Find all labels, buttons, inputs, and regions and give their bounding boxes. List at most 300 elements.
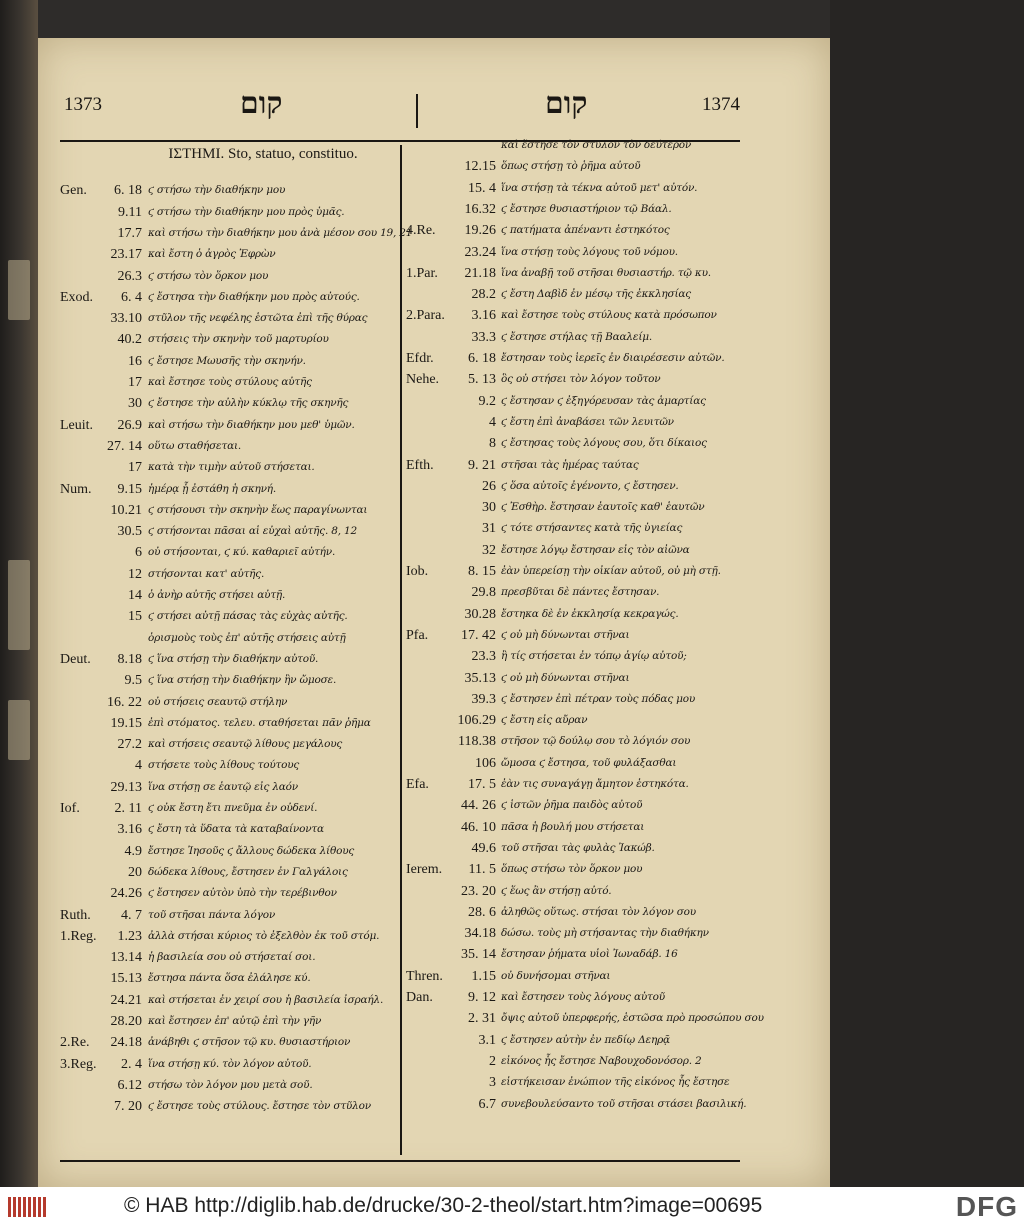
chapter-verse: 16. 22: [107, 694, 142, 710]
concordance-entry: [406, 924, 740, 943]
greek-quotation: καὶ ἔστησε τὸν στῦλον τὸν δεύτερον: [501, 139, 692, 151]
chapter-verse: 39.3: [471, 691, 496, 707]
concordance-entry: [406, 1052, 740, 1071]
concordance-entry: [406, 690, 740, 709]
concordance-entry: [406, 732, 740, 751]
concordance-entry: [406, 775, 740, 794]
greek-quotation: ϛ πατήματα ἀπέναντι ἑστηκότος: [501, 224, 670, 237]
concordance-entry: [406, 583, 740, 602]
header-divider: [416, 94, 418, 128]
chapter-verse: 6.7: [478, 1096, 496, 1112]
greek-quotation: ἡ βασιλεία σου οὐ στήσεταί σοι.: [148, 951, 316, 964]
concordance-entry: [406, 456, 740, 475]
concordance-entry: [60, 927, 400, 946]
chapter-verse: 9.5: [124, 673, 142, 689]
greek-quotation: ἔστησε λόγῳ ἔστησαν εἰς τὸν αἰῶνα: [501, 543, 690, 556]
chapter-verse: 26: [482, 478, 496, 494]
book-name: Exod.: [60, 289, 94, 305]
greek-quotation: στῆσον τῷ δούλῳ σου τὸ λόγιόν σου: [501, 735, 691, 748]
greek-quotation: καὶ στήσω τὴν διαθήκην μου ἀνὰ μέσον σου 19, 21: [148, 226, 413, 239]
concordance-entry: [60, 458, 400, 477]
chapter-verse: 17. 42: [461, 627, 496, 643]
concordance-entry: [406, 839, 740, 858]
concordance-entry: [406, 988, 740, 1007]
adjacent-page-strip: [8, 560, 30, 650]
greek-quotation: ϛ στήσω τὴν διαθήκην μου: [148, 184, 286, 197]
concordance-entry: [60, 735, 400, 754]
chapter-verse: 17.7: [117, 225, 142, 241]
greek-quotation: εἱστήκεισαν ἐνώπιον τῆς εἰκόνος ἧς ἔστησε: [501, 1076, 730, 1089]
chapter-verse: 9. 21: [468, 457, 496, 473]
book-name: 2.Re.: [60, 1035, 90, 1051]
chapter-verse: 24.18: [110, 1035, 142, 1051]
greek-quotation: ϛ ἔστη εἰς αὔραν: [501, 714, 588, 727]
bottom-rule: [60, 1160, 740, 1162]
greek-quotation: ϛ ὅσα αὐτοῖς ἐγένοντο, ϛ ἔστησεν.: [501, 479, 679, 492]
greek-quotation: ϛ ἱστῶν ῥῆμα παιδὸς αὐτοῦ: [501, 799, 643, 812]
concordance-entry: [406, 200, 740, 219]
greek-quotation: ϛ ἕως ἂν στήσῃ αὐτό.: [501, 884, 612, 897]
chapter-verse: 23.24: [464, 244, 496, 260]
concordance-entry: [60, 181, 400, 200]
greek-quotation: ϛ τότε στήσαντες κατὰ τῆς ὑγιείας: [501, 522, 683, 535]
greek-quotation: ἔστησαν ῥήματα υἱοὶ Ἰωναδάβ. 16: [501, 948, 678, 961]
greek-quotation: ὅπως στήσω τὸν ὅρκον μου: [501, 863, 643, 876]
chapter-verse: 15. 4: [468, 180, 496, 196]
greek-quotation: ἐὰν ὑπερείσῃ τὴν οἰκίαν αὐτοῦ, οὐ μὴ στῇ.: [501, 565, 721, 577]
chapter-verse: 6. 4: [121, 289, 142, 305]
chapter-verse: 106.29: [457, 713, 496, 729]
concordance-entry: [60, 586, 400, 605]
greek-quotation: ϛ ἔστησε τὴν αὐλὴν κύκλῳ τῆς σκηνῆς: [148, 397, 349, 410]
concordance-entry: [406, 243, 740, 262]
greek-quotation: καὶ στήσεται ἐν χειρί σου ἡ βασιλεία ἰσραήλ.: [148, 993, 384, 1006]
greek-quotation: ὁ ἀνὴρ αὐτῆς στήσει αὐτῇ.: [148, 589, 286, 601]
chapter-verse: 15.13: [110, 971, 142, 987]
chapter-verse: 9.11: [118, 204, 142, 220]
chapter-verse: 7. 20: [114, 1099, 142, 1115]
chapter-verse: 26.3: [117, 268, 142, 284]
greek-quotation: τοῦ στῆσαι πάντα λόγον: [148, 908, 275, 921]
chapter-verse: 30: [128, 396, 142, 412]
chapter-verse: 19.15: [110, 715, 142, 731]
concordance-entry: [60, 863, 400, 882]
greek-quotation: ϛ ἔστησεν αὐτὴν ἐν πεδίῳ Δεηρᾷ: [501, 1033, 670, 1046]
greek-quotation: τοῦ στῆσαι τὰς φυλὰς Ἰακώβ.: [501, 841, 655, 854]
greek-quotation: οὐ στήσονται, ϛ κύ. καθαριεῖ αὐτήν.: [148, 546, 336, 559]
greek-quotation: καὶ ἔστησε τοὺς στύλους αὐτῆς: [148, 376, 312, 388]
chapter-verse: 29.13: [110, 779, 142, 795]
chapter-verse: 21.18: [464, 265, 496, 281]
chapter-verse: 9. 12: [468, 990, 496, 1005]
greek-quotation: ὅπως στήσῃ τὸ ῥῆμα αὐτοῦ: [501, 160, 641, 173]
concordance-entry: [406, 967, 740, 986]
greek-quotation: στήσονται κατ' αὐτῆς.: [148, 567, 265, 580]
book-name: Deut.: [60, 651, 91, 667]
scan-background: [830, 0, 1024, 1187]
greek-quotation: καὶ ἔστησε τοὺς στύλους κατὰ πρόσωπον: [501, 309, 717, 322]
concordance-entry: [60, 330, 400, 349]
concordance-entry: [406, 477, 740, 496]
greek-quotation: καὶ ἔστησεν ἐπ' αὐτῷ ἐπὶ τὴν γῆν: [148, 1015, 322, 1027]
greek-quotation: ϛ Ἐσθὴρ. ἔστησαν ἑαυτοῖς καθ' ἑαυτῶν: [501, 501, 705, 514]
greek-quotation: ϛ στήσω τὸν ὅρκον μου: [148, 269, 269, 282]
chapter-verse: 2. 4: [121, 1056, 142, 1072]
concordance-entry: [60, 714, 400, 733]
concordance-entry: [406, 1031, 740, 1050]
page-header: [60, 58, 740, 128]
book-name: 3.Reg.: [60, 1056, 97, 1072]
chapter-verse: 26.9: [117, 417, 142, 433]
footer-bar: [0, 1187, 1024, 1225]
chapter-verse: 30: [482, 500, 496, 516]
greek-quotation: καὶ ἔστησεν τοὺς λόγους αὐτοῦ: [501, 991, 665, 1003]
chapter-verse: 16: [128, 353, 142, 369]
hab-logo: [8, 1197, 46, 1217]
greek-quotation: ϛ στήσονται πᾶσαι αἱ εὐχαὶ αὐτῆς. 8, 12: [148, 525, 357, 538]
chapter-verse: 24.21: [110, 992, 142, 1008]
chapter-verse: 6.12: [117, 1077, 142, 1093]
running-headword-left: קום: [240, 86, 283, 121]
copyright-link[interactable]: © HAB http://diglib.hab.de/drucke/30-2-theol/start.htm?image=00695: [124, 1194, 763, 1217]
book-name: Ruth.: [60, 907, 91, 923]
chapter-verse: 8: [489, 436, 496, 452]
chapter-verse: 35.13: [464, 670, 496, 686]
book-name: 1.Par.: [406, 265, 438, 281]
chapter-verse: 19.26: [464, 223, 496, 239]
chapter-verse: 5. 13: [468, 372, 496, 388]
concordance-entry: [406, 669, 740, 688]
chapter-verse: 9.15: [117, 481, 142, 497]
greek-quotation: ϛ στήσω τὴν διαθήκην μου πρὸς ὑμᾶς.: [148, 205, 345, 218]
chapter-verse: 20: [128, 864, 142, 880]
concordance-entry: [60, 373, 400, 392]
greek-quotation: ἢ τίς στήσεται ἐν τόπῳ ἁγίῳ αὐτοῦ;: [501, 650, 687, 663]
greek-quotation: ϛ ἔστησε τοὺς στύλους. ἔστησε τὸν στῦλον: [148, 1100, 371, 1113]
greek-quotation: καὶ ἔστη ὁ ἀγρὸς Ἐφρὼν: [148, 248, 276, 261]
lemma-heading: ΙΣΤΗΜΙ. Sto, statuo, constituo.: [168, 146, 358, 162]
chapter-verse: 29.8: [471, 585, 496, 601]
chapter-verse: 1.23: [117, 928, 142, 944]
chapter-verse: 17: [128, 375, 142, 390]
greek-quotation: καὶ στήσω τὴν διαθήκην μου μεθ' ὑμῶν.: [148, 418, 355, 431]
chapter-verse: 9.2: [478, 393, 496, 409]
greek-quotation: ἵνα ἀναβῇ τοῦ στῆσαι θυσιαστήρ. τῷ κυ.: [501, 266, 711, 279]
concordance-entry: [406, 903, 740, 922]
greek-quotation: ἔστησε Ἰησοῦς ϛ ἄλλους δώδεκα λίθους: [148, 844, 355, 857]
chapter-verse: 27. 14: [107, 438, 142, 454]
greek-quotation: ἐὰν τις συναγάγῃ ἄμητον ἑστηκότα.: [501, 778, 689, 790]
concordance-entry: [60, 480, 400, 499]
greek-quotation: συνεβουλεύσαντο τοῦ στῆσαι στάσει βασιλική.: [501, 1097, 747, 1110]
greek-quotation: ϛ ἵνα στήσῃ τὴν διαθήκην ἣν ὤμοσε.: [148, 674, 337, 687]
chapter-verse: 12: [128, 566, 142, 582]
greek-quotation: ϛ ἔστη ἐπὶ ἀναβάσει τῶν λευιτῶν: [501, 415, 674, 428]
chapter-verse: 24.26: [110, 886, 142, 902]
greek-quotation: πρεσβῦται δὲ πάντες ἔστησαν.: [501, 586, 660, 599]
concordance-entry: [406, 818, 740, 837]
chapter-verse: 46. 10: [461, 819, 496, 835]
concordance-entry: [60, 224, 413, 243]
chapter-verse: 27.2: [117, 737, 142, 753]
concordance-entry: [60, 778, 400, 797]
book-name: Num.: [60, 481, 92, 497]
concordance-entry: [406, 221, 740, 240]
concordance-entry: [406, 626, 740, 645]
chapter-verse: 118.38: [458, 734, 496, 750]
chapter-verse: 4.9: [124, 843, 142, 859]
book-name: Pfa.: [406, 627, 429, 643]
concordance-entry: [406, 413, 740, 432]
greek-quotation: ἐπὶ στόματος. τελευ. σταθήσεται πᾶν ῥῆμα: [148, 716, 371, 729]
greek-quotation: ϛ ἔστησεν αὐτὸν ὑπὸ τὴν τερέβινθον: [148, 887, 337, 900]
chapter-verse: 35. 14: [461, 947, 496, 963]
concordance-entry: [60, 1055, 400, 1074]
greek-quotation: στῆσαι τὰς ἡμέρας ταύτας: [501, 458, 639, 471]
chapter-verse: 40.2: [117, 332, 142, 348]
concordance-entry: [60, 799, 400, 818]
chapter-verse: 12.15: [464, 159, 496, 175]
greek-quotation: οὐ δυνήσομαι στῆναι: [501, 969, 611, 982]
concordance-entry: [60, 1033, 400, 1052]
greek-quotation: ϛ ἵνα στήσῃ τὴν διαθήκην αὐτοῦ.: [148, 652, 319, 665]
concordance-entry: [406, 945, 740, 964]
greek-quotation: ϛ ἔστησεν ἐπὶ πέτραν τοὺς πόδας μου: [501, 692, 696, 705]
concordance-entry: [60, 394, 400, 413]
greek-quotation: στήσω τὸν λόγον μου μετὰ σοῦ.: [148, 1078, 313, 1091]
chapter-verse: 32: [482, 542, 496, 558]
greek-quotation: ϛ ἔστησε θυσιαστήριον τῷ Βάαλ.: [501, 202, 672, 215]
book-name: Ierem.: [406, 862, 443, 878]
greek-quotation: ϛ στήσουσι τὴν σκηνὴν ἕως παραγίνωνται: [148, 503, 368, 516]
chapter-verse: 106: [475, 755, 496, 771]
chapter-verse: 33.3: [471, 329, 496, 345]
concordance-entry: [406, 1073, 740, 1092]
greek-quotation: ἀληθῶς οὕτως. στήσαι τὸν λόγον σου: [501, 905, 696, 918]
adjacent-page-strip: [8, 700, 30, 760]
greek-quotation: οὕτω σταθήσεται.: [148, 439, 242, 452]
concordance-entry: [60, 607, 400, 626]
book-name: Efa.: [406, 777, 429, 792]
concordance-entry: [406, 711, 740, 730]
chapter-verse: 30.28: [464, 606, 496, 622]
concordance-entry: [60, 522, 400, 541]
concordance-entry: [60, 884, 400, 903]
greek-quotation: ἵνα στήσῃ τοὺς λόγους τοῦ νόμου.: [501, 245, 678, 258]
chapter-verse: 2. 11: [114, 801, 142, 816]
chapter-verse: 31: [482, 521, 496, 537]
book-name: Dan.: [406, 990, 433, 1005]
chapter-verse: 28. 6: [468, 904, 496, 920]
greek-quotation: καὶ στήσεις σεαυτῷ λίθους μεγάλους: [148, 738, 343, 751]
greek-quotation: δώσω. τοὺς μὴ στήσαντας τὴν διαθήκην: [501, 927, 709, 940]
greek-quotation: ὤμοσα ϛ ἔστησα, τοῦ φυλάξασθαι: [501, 756, 677, 769]
concordance-entry: [406, 796, 740, 815]
page-number-left: 1373: [64, 94, 102, 115]
book-name: Gen.: [60, 183, 87, 199]
chapter-verse: 1.15: [471, 968, 496, 984]
chapter-verse: 23.17: [110, 247, 142, 263]
concordance-entry: [406, 179, 740, 198]
greek-quotation: ϛ οὐ μὴ δύνωνται στῆναι: [501, 671, 630, 684]
book-name: Iob.: [406, 564, 429, 579]
greek-quotation: ἡμέρᾳ ᾗ ἐστάθη ἡ σκηνή.: [148, 482, 277, 495]
greek-quotation: ἔστηκα δὲ ἐν ἐκκλησίᾳ κεκραγώς.: [501, 607, 679, 620]
book-name: Iof.: [60, 801, 80, 816]
concordance-entry: [406, 860, 740, 879]
concordance-entry: [406, 306, 740, 325]
chapter-verse: 3.1: [478, 1032, 496, 1048]
chapter-verse: 4: [135, 758, 142, 774]
greek-quotation: ὄψις αὐτοῦ ὑπερφερής, ἑστῶσα πρὸ προσώπου σου: [501, 1012, 764, 1025]
book-name: Efth.: [406, 457, 434, 473]
concordance-entry: [60, 1097, 400, 1116]
concordance-entry: [60, 565, 400, 584]
concordance-entry: [60, 203, 400, 222]
chapter-verse: 3.16: [117, 822, 142, 838]
concordance-entry: [60, 416, 400, 435]
chapter-verse: 23. 20: [461, 883, 496, 899]
chapter-verse: 49.6: [471, 840, 496, 856]
concordance-entry: [406, 285, 740, 304]
concordance-entry: [406, 392, 740, 411]
concordance-entry: [60, 991, 400, 1010]
greek-quotation: στῦλον τῆς νεφέλης ἑστῶτα ἐπὶ τῆς θύρας: [148, 312, 368, 325]
chapter-verse: 14: [128, 588, 142, 603]
concordance-entry: [406, 1009, 764, 1028]
greek-quotation: ἀλλὰ στήσαι κύριος τὸ ἐξελθὸν ἐκ τοῦ στόμ.: [148, 929, 380, 942]
chapter-verse: 6. 18: [114, 183, 142, 199]
greek-quotation: ἵνα στήσῃ σε ἑαυτῷ εἰς λαόν: [148, 780, 298, 793]
book-name: 1.Reg.: [60, 928, 97, 944]
greek-quotation: ϛ ἔστησας τοὺς λόγους σου, ὅτι δίκαιος: [501, 437, 707, 450]
concordance-entry: [60, 245, 400, 264]
chapter-verse: 4: [489, 414, 496, 430]
concordance-entry: [60, 693, 400, 712]
concordance-entry: [60, 309, 400, 328]
book-name: Leuit.: [60, 417, 94, 433]
greek-quotation: ϛ ἔστη τὰ ὕδατα τὰ καταβαίνοντα: [148, 823, 324, 836]
book-spine-edge: [0, 0, 38, 1187]
chapter-verse: 2. 31: [468, 1011, 496, 1027]
concordance-entry: [60, 948, 400, 967]
concordance-entry: [60, 352, 400, 371]
greek-quotation: ἵνα στήσῃ κύ. τὸν λόγον αὐτοῦ.: [148, 1057, 312, 1070]
chapter-verse: 3.16: [471, 308, 496, 324]
concordance-entry: [406, 1095, 747, 1114]
greek-quotation: ϛ ἔστησε στήλας τῇ Βααλείμ.: [501, 330, 652, 343]
concordance-entry: [60, 1012, 400, 1031]
greek-quotation: ὁρισμοὺς τοὺς ἐπ' αὐτῆς στήσεις αὐτῇ: [148, 631, 346, 644]
chapter-verse: 13.14: [110, 950, 142, 966]
concordance-entry: [406, 370, 740, 389]
concordance-entry: [406, 349, 740, 368]
chapter-verse: 2: [489, 1053, 496, 1069]
concordance-entry: [60, 650, 400, 669]
greek-quotation: ϛ ἔστησαν ϛ ἐξηγόρευσαν τὰς ἁμαρτίας: [501, 394, 706, 407]
greek-quotation: ἔστησα πάντα ὅσα ἐλάλησε κύ.: [148, 972, 311, 985]
concordance-entry: [60, 969, 400, 988]
concordance-entry: [60, 671, 400, 690]
greek-quotation: ϛ οὐκ ἔστη ἔτι πνεῦμα ἐν οὐδενί.: [148, 802, 318, 814]
chapter-verse: 17: [128, 460, 142, 476]
concordance-entry: [60, 756, 400, 775]
concordance-entry: [406, 754, 740, 773]
greek-quotation: ϛ ἔστησε Μωυσῆς τὴν σκηνήν.: [148, 354, 306, 367]
chapter-verse: 30.5: [117, 524, 142, 540]
chapter-verse: 17. 5: [468, 777, 496, 792]
concordance-entry: [60, 629, 400, 648]
chapter-verse: 3: [489, 1075, 496, 1091]
chapter-verse: 23.3: [471, 649, 496, 665]
chapter-verse: 6: [135, 545, 142, 561]
greek-quotation: ἀνάβηθι ϛ στῆσον τῷ κυ. θυσιαστήριον: [148, 1036, 351, 1049]
concordance-entry: [60, 906, 400, 925]
greek-quotation: κατὰ τὴν τιμὴν αὐτοῦ στήσεται.: [148, 461, 315, 474]
concordance-entry: [60, 437, 400, 456]
greek-quotation: στήσετε τοὺς λίθους τούτους: [148, 759, 300, 772]
concordance-entry: [60, 820, 400, 839]
greek-quotation: πᾶσα ἡ βουλή μου στήσεται: [501, 820, 645, 833]
greek-quotation: οὐ στήσεις σεαυτῷ στήλην: [148, 695, 288, 708]
concordance-entry: [406, 264, 740, 283]
book-name: 4.Re.: [406, 223, 436, 239]
chapter-verse: 6. 18: [468, 351, 496, 366]
page-number-right: 1374: [702, 94, 740, 115]
chapter-verse: 8.18: [117, 651, 142, 667]
chapter-verse: 28.20: [110, 1014, 142, 1029]
greek-quotation: ὃς οὐ στήσει τὸν λόγον τοῦτον: [501, 373, 661, 386]
book-name: Efdr.: [406, 351, 434, 366]
chapter-verse: 15: [128, 609, 142, 625]
running-headword-right: קום: [545, 86, 588, 121]
adjacent-page-strip: [8, 260, 30, 320]
concordance-entry: [406, 647, 740, 666]
book-name: Thren.: [406, 968, 443, 984]
book-name: 2.Para.: [406, 308, 445, 324]
concordance-entry: [406, 882, 740, 901]
concordance-entry: [406, 434, 740, 453]
concordance-entry: [406, 541, 740, 560]
chapter-verse: 44. 26: [461, 798, 496, 814]
chapter-verse: 10.21: [110, 502, 142, 518]
greek-quotation: εἰκόνος ἧς ἔστησε Ναβουχοδονόσορ. 2: [501, 1054, 702, 1067]
concordance-entry: [60, 160, 400, 179]
concordance-entry: [406, 328, 740, 347]
concordance-entry: [406, 562, 740, 581]
concordance-entry: [60, 267, 400, 286]
greek-quotation: ϛ ἔστη Δαβὶδ ἐν μέσῳ τῆς ἐκκλησίας: [501, 288, 691, 301]
greek-quotation: στήσεις τὴν σκηνὴν τοῦ μαρτυρίου: [148, 333, 329, 346]
chapter-verse: 34.18: [464, 926, 496, 942]
concordance-entry: [406, 519, 740, 538]
concordance-entry: [60, 543, 400, 562]
chapter-verse: 33.10: [110, 311, 142, 327]
concordance-entry: [406, 605, 740, 624]
dfg-logo: DFG: [955, 1191, 1018, 1222]
concordance-entry: [406, 157, 740, 176]
greek-quotation: ϛ στήσει αὐτῇ πάσας τὰς εὐχὰς αὐτῆς.: [148, 610, 348, 623]
concordance-entry: [60, 1076, 400, 1095]
concordance-entry: [60, 842, 400, 861]
book-name: Nehe.: [406, 372, 440, 388]
chapter-verse: 11. 5: [468, 862, 496, 878]
greek-quotation: ϛ ἔστησα τὴν διαθήκην μου πρὸς αὐτούς.: [148, 290, 360, 303]
concordance-entry: [406, 498, 740, 517]
greek-quotation: ϛ οὐ μὴ δύνωνται στῆναι: [501, 628, 630, 641]
concordance-entry: [60, 501, 400, 520]
concordance-entry: [60, 288, 400, 307]
